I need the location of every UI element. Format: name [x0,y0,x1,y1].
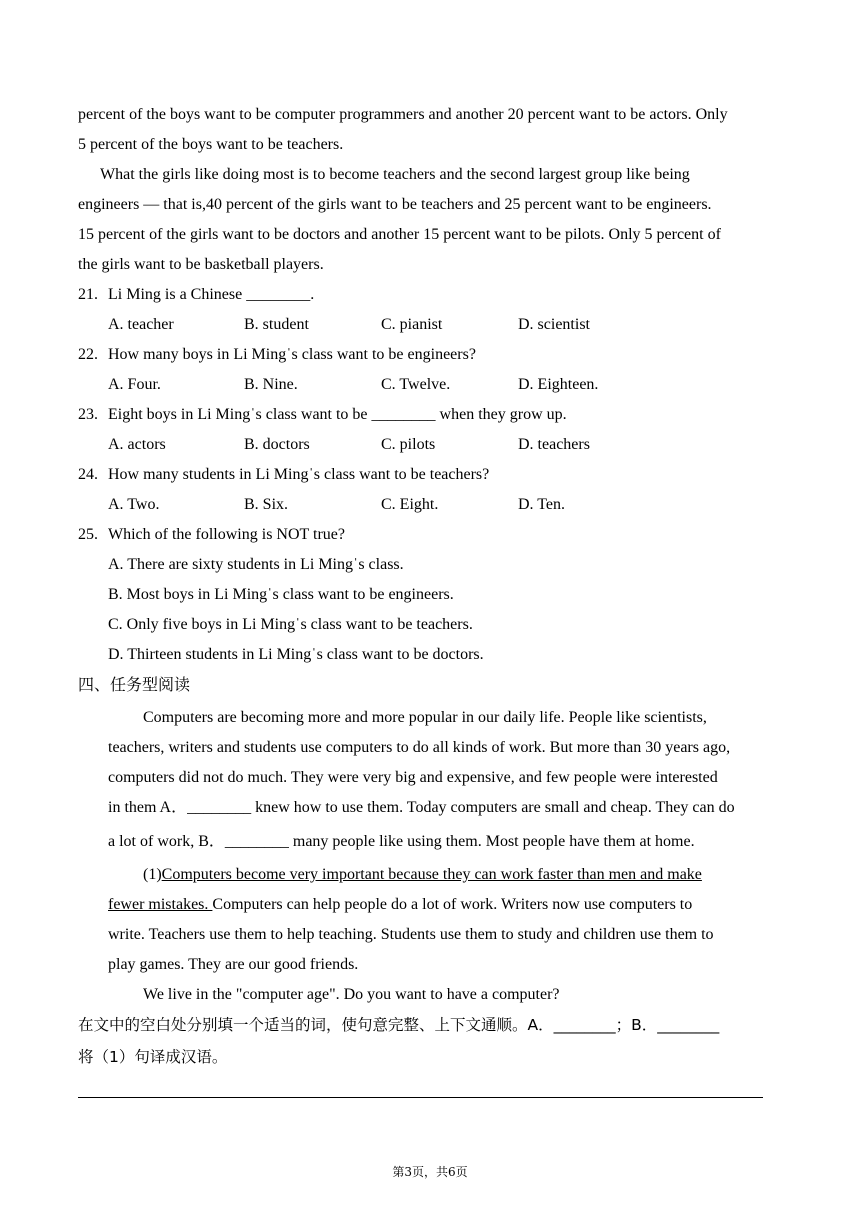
option-c[interactable]: C. Only five boys in Li Mingˈs class want to be teachers. [108,616,473,633]
option-b[interactable]: B. Six. [244,496,289,513]
option-c[interactable]: C. Twelve. [381,376,451,393]
question-text: Li Ming is a Chinese ________. [108,286,315,303]
question-number: 23. [78,406,98,423]
passage-line: engineers — that is,40 percent of the girls want to be teachers and 25 percent want to be engineers. [78,196,712,213]
question-25 [78,525,345,545]
option-d[interactable]: D. Thirteen students in Li Mingˈs class want to be doctors. [108,646,484,663]
question-23 [78,405,567,425]
option-a[interactable]: A. There are sixty students in Li Mingˈs class. [108,556,404,573]
option-b[interactable]: B. Nine. [244,376,298,393]
question-number: 22. [78,346,98,363]
question-text: Eight boys in Li Mingˈs class want to be ________ when they grow up. [108,406,567,423]
page-footer: 第3页，共6页 [392,1165,468,1179]
option-c[interactable]: C. pianist [381,316,443,333]
sentence-marker: (1) [143,866,162,883]
answer-line[interactable] [78,1097,763,1098]
option-a[interactable]: A. Four. [108,376,161,393]
passage-line: 5 percent of the boys want to be teachers. [78,136,344,153]
underlined-sentence: fewer mistakes. [108,896,213,913]
passage-line: 15 percent of the girls want to be doctors and another 15 percent want to be pilots. Only 5 percent of [78,226,721,243]
option-a[interactable]: A. Two. [108,496,160,513]
option-d[interactable]: D. scientist [518,316,590,333]
question-number: 24. [78,466,98,483]
question-text: How many boys in Li Mingˈs class want to be engineers? [108,346,476,363]
paragraph-text: Computers can help people do a lot of work. Writers now use computers to [212,896,693,913]
option-b[interactable]: B. Most boys in Li Mingˈs class want to be engineers. [108,586,454,603]
option-c[interactable]: C. Eight. [381,496,439,513]
option-b[interactable]: B. doctors [244,436,310,453]
option-d[interactable]: D. Eighteen. [518,376,599,393]
paragraph-line: computers did not do much. They were very big and expensive, and few people were interested [108,769,718,786]
passage-line: the girls want to be basketball players. [78,256,324,273]
question-22 [78,345,476,365]
passage-line: percent of the boys want to be computer programmers and another 20 percent want to be actors. Only [78,106,728,123]
paragraph-line: write. Teachers use them to help teaching. Students use them to study and children use them to [108,926,714,943]
underlined-sentence: Computers become very important because they can work faster than men and make [161,866,702,883]
question-24 [78,465,489,485]
paragraph-line [143,865,702,885]
passage-line: What the girls like doing most is to become teachers and the second largest group like being [100,166,690,183]
paragraph-line [108,895,692,915]
option-c[interactable]: C. pilots [381,436,436,453]
section-title: 四、任务型阅读 [78,675,191,694]
paragraph-line: in them A．________ knew how to use them. Today computers are small and cheap. They can do [108,799,735,816]
paragraph-line: a lot of work, B．________ many people like using them. Most people have them at home. [108,833,695,850]
question-text: How many students in Li Mingˈs class want to be teachers? [108,466,490,483]
paragraph-line: Computers are becoming more and more popular in our daily life. People like scientists, [143,709,707,726]
option-d[interactable]: D. Ten. [518,496,566,513]
question-21 [78,285,314,305]
paragraph-line: teachers, writers and students use computers to do all kinds of work. But more than 30 years ago, [108,739,731,756]
paragraph-line: play games. They are our good friends. [108,956,359,973]
question-text: Which of the following is NOT true? [108,526,345,543]
option-d[interactable]: D. teachers [518,436,590,453]
question-number: 25. [78,526,98,543]
option-a[interactable]: A. actors [108,436,166,453]
question-number: 21. [78,286,98,303]
option-b[interactable]: B. student [244,316,309,333]
task-instruction-1: 在文中的空白处分别填一个适当的词，使句意完整、上下文通顺。A．________；B．________ [78,1016,720,1034]
task-instruction-2: 将（1）句译成汉语。 [78,1048,228,1066]
paragraph-line: We live in the "computer age". Do you want to have a computer? [143,986,560,1003]
option-a[interactable]: A. teacher [108,316,174,333]
